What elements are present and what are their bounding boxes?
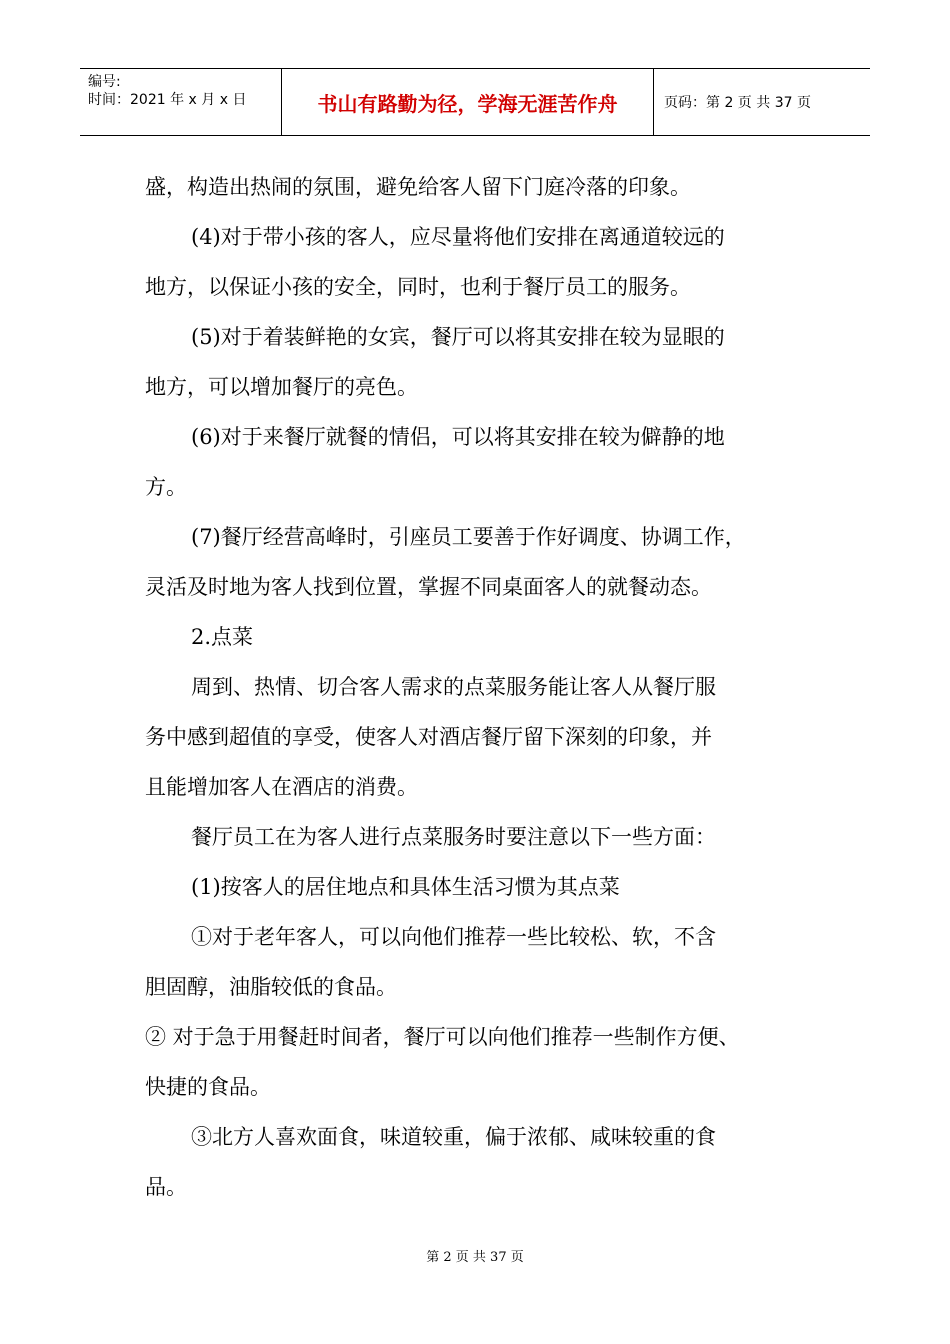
- body-line: (5)对于着装鲜艳的女宾，餐厅可以将其安排在较为显眼的: [191, 325, 725, 349]
- body-line: 胆固醇，油脂较低的食品。: [145, 975, 397, 999]
- body-line: (1)按客人的居住地点和具体生活习惯为其点菜: [191, 875, 620, 899]
- header-meta: [80, 69, 282, 135]
- document-header: [80, 68, 870, 136]
- body-line: 且能增加客人在酒店的消费。: [145, 775, 418, 799]
- body-line: 盛，构造出热闹的氛围，避免给客人留下门庭冷落的印象。: [145, 175, 691, 199]
- body-line: 地方，可以增加餐厅的亮色。: [145, 375, 418, 399]
- body-line: 方。: [145, 475, 187, 499]
- body-line: (6)对于来餐厅就餐的情侣，可以将其安排在较为僻静的地: [191, 425, 725, 449]
- body-line: ② 对于急于用餐赶时间者，餐厅可以向他们推荐一些制作方便、: [145, 1025, 740, 1049]
- body-line: 餐厅员工在为客人进行点菜服务时要注意以下一些方面：: [191, 825, 716, 849]
- section-heading: 2.点菜: [191, 625, 254, 649]
- body-line: 灵活及时地为客人找到位置，掌握不同桌面客人的就餐动态。: [145, 575, 712, 599]
- body-line: ③北方人喜欢面食，味道较重，偏于浓郁、咸味较重的食: [191, 1125, 716, 1149]
- body-line: 周到、热情、切合客人需求的点菜服务能让客人从餐厅服: [191, 675, 716, 699]
- motto: 书山有路勤为径，学海无涯苦作舟: [282, 69, 654, 135]
- body-line: (4)对于带小孩的客人，应尽量将他们安排在离通道较远的: [191, 225, 725, 249]
- body-line: (7)餐厅经营高峰时，引座员工要善于作好调度、协调工作，: [191, 525, 746, 549]
- body-line: 务中感到超值的享受，使客人对酒店餐厅留下深刻的印象，并: [145, 725, 712, 749]
- date-label: 时间：2021 年 x 月 x 日: [88, 92, 247, 108]
- body-line: 地方，以保证小孩的安全，同时，也利于餐厅员工的服务。: [145, 275, 691, 299]
- page-info: 页码：第 2 页 共 37 页: [664, 95, 811, 111]
- body-line: 快捷的食品。: [145, 1075, 271, 1099]
- number-label: 编号:: [88, 74, 121, 90]
- page-footer: 第 2 页 共 37 页: [426, 1250, 524, 1265]
- body-line: 品。: [145, 1175, 187, 1199]
- document-body: [145, 162, 825, 1212]
- body-line: ①对于老年客人，可以向他们推荐一些比较松、软，不含: [191, 925, 716, 949]
